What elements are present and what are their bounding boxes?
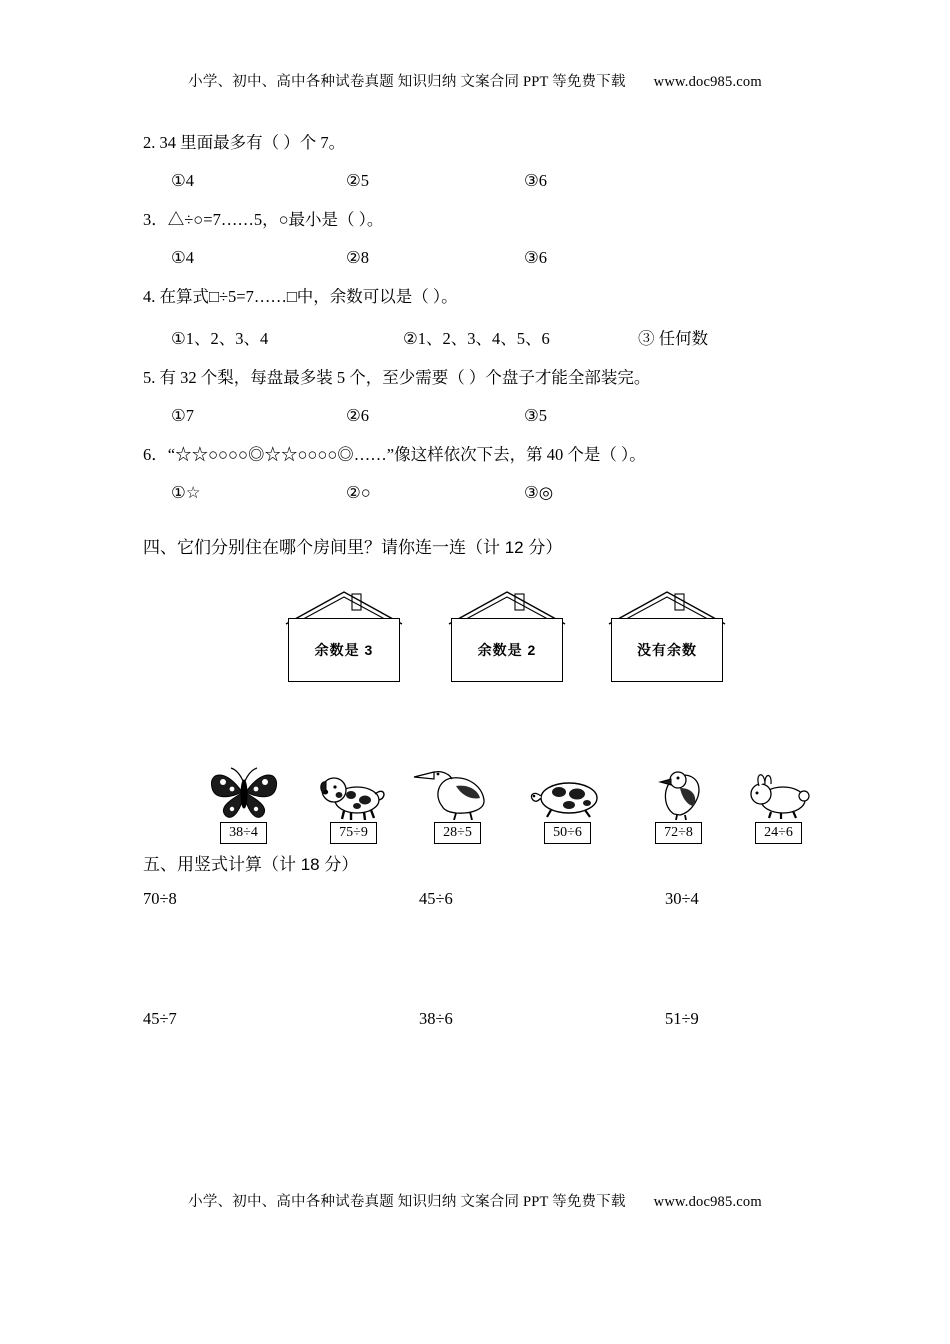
animal-bird-expression: 72÷8 — [655, 822, 702, 844]
animal-rabbit[interactable] — [726, 762, 831, 844]
animals-group — [143, 749, 823, 844]
question-2-options — [143, 171, 823, 191]
exam-content — [143, 130, 823, 1055]
animal-turtle-expression: 50÷6 — [544, 822, 591, 844]
house-roof-icon — [441, 584, 573, 622]
question-5-options — [143, 406, 823, 426]
question-6-option-b[interactable]: ②○ — [346, 483, 371, 502]
question-3-stem: 3．△÷○=7……5，○最小是（ ）。 — [143, 210, 384, 229]
house-2-label: 余数是 2 — [477, 642, 537, 658]
calc-item-4: 45÷7 — [143, 1009, 177, 1028]
question-2-option-b[interactable]: ②5 — [346, 171, 370, 190]
question-2-option-c[interactable]: ③6 — [524, 171, 548, 190]
question-2-stem: 2. 34 里面最多有（ ）个 7。 — [143, 133, 346, 152]
section-5-title: 五、用竖式计算（计 18 分） — [143, 855, 359, 874]
question-5 — [143, 365, 823, 426]
question-6-options — [143, 483, 823, 503]
watermark-text: 小学、初中、高中各种试卷真题 知识归纳 文案合同 PPT 等免费下载 — [188, 1194, 626, 1210]
house-1-label: 余数是 3 — [314, 642, 374, 658]
question-5-stem: 5. 有 32 个梨，每盘最多装 5 个，至少需要（ ）个盘子才能全部装完。 — [143, 368, 651, 387]
calc-item-5: 38÷6 — [419, 1009, 453, 1028]
animal-dog-expression: 75÷9 — [330, 822, 377, 844]
animal-rabbit-expression: 24÷6 — [755, 822, 802, 844]
question-5-option-b[interactable]: ②6 — [346, 406, 370, 425]
house-1-body — [288, 618, 400, 682]
house-1[interactable] — [278, 584, 410, 694]
question-4-stem: 4. 在算式□÷5=7……□中，余数可以是（ ）。 — [143, 287, 458, 306]
section-4-title: 四、它们分别住在哪个房间里？请你连一连（计 12 分） — [143, 538, 563, 557]
calc-row-1 — [143, 875, 823, 995]
question-3-option-a[interactable]: ①4 — [171, 248, 195, 267]
watermark-site: www.doc985.com — [653, 1194, 762, 1210]
house-3-body — [611, 618, 723, 682]
question-5-option-a[interactable]: ①7 — [171, 406, 195, 425]
house-roof-icon — [601, 584, 733, 622]
calc-item-1: 70÷8 — [143, 889, 177, 908]
animal-turtle[interactable] — [515, 762, 620, 844]
stork-icon — [405, 762, 510, 820]
question-3-option-b[interactable]: ②8 — [346, 248, 370, 267]
watermark-site: www.doc985.com — [653, 74, 762, 90]
question-6-stem: 6．“☆☆○○○○◎☆☆○○○○◎……”像这样依次下去，第 40 个是（ ）。 — [143, 445, 646, 464]
house-roof-icon — [278, 584, 410, 622]
question-3-option-c[interactable]: ③6 — [524, 248, 548, 267]
animal-stork-expression: 28÷5 — [434, 822, 481, 844]
animal-bird[interactable] — [626, 762, 731, 844]
question-6-option-a[interactable]: ①☆ — [171, 483, 201, 502]
watermark-bottom — [0, 1190, 950, 1211]
dog-icon — [301, 762, 406, 820]
calc-item-3: 30÷4 — [665, 889, 699, 908]
watermark-top — [0, 70, 950, 91]
animal-butterfly[interactable] — [191, 762, 296, 844]
animal-dog[interactable] — [301, 762, 406, 844]
house-3-label: 没有余数 — [637, 642, 697, 658]
question-3 — [143, 207, 823, 268]
question-6 — [143, 442, 823, 503]
rabbit-icon — [726, 762, 831, 820]
house-2-body — [451, 618, 563, 682]
question-4-options — [143, 325, 823, 349]
animal-stork[interactable] — [405, 762, 510, 844]
bird-icon — [626, 762, 731, 820]
watermark-text: 小学、初中、高中各种试卷真题 知识归纳 文案合同 PPT 等免费下载 — [188, 74, 626, 90]
question-3-options — [143, 248, 823, 268]
houses-group — [143, 584, 823, 709]
animal-butterfly-expression: 38÷4 — [220, 822, 267, 844]
calc-row-2 — [143, 995, 823, 1055]
question-5-option-c[interactable]: ③5 — [524, 406, 548, 425]
question-2 — [143, 130, 823, 191]
question-4-option-b[interactable]: ②1、2、3、4、5、6 — [403, 329, 550, 348]
question-4-option-a[interactable]: ①1、2、3、4 — [171, 329, 269, 348]
house-3[interactable] — [601, 584, 733, 694]
turtle-icon — [515, 762, 620, 820]
question-2-option-a[interactable]: ①4 — [171, 171, 195, 190]
calc-item-2: 45÷6 — [419, 889, 453, 908]
calc-item-6: 51÷9 — [665, 1009, 699, 1028]
question-4-option-c[interactable]: ③ 任何数 — [638, 329, 709, 348]
house-2[interactable] — [441, 584, 573, 694]
question-4 — [143, 284, 823, 349]
butterfly-icon — [191, 762, 296, 820]
question-6-option-c[interactable]: ③◎ — [524, 483, 554, 502]
